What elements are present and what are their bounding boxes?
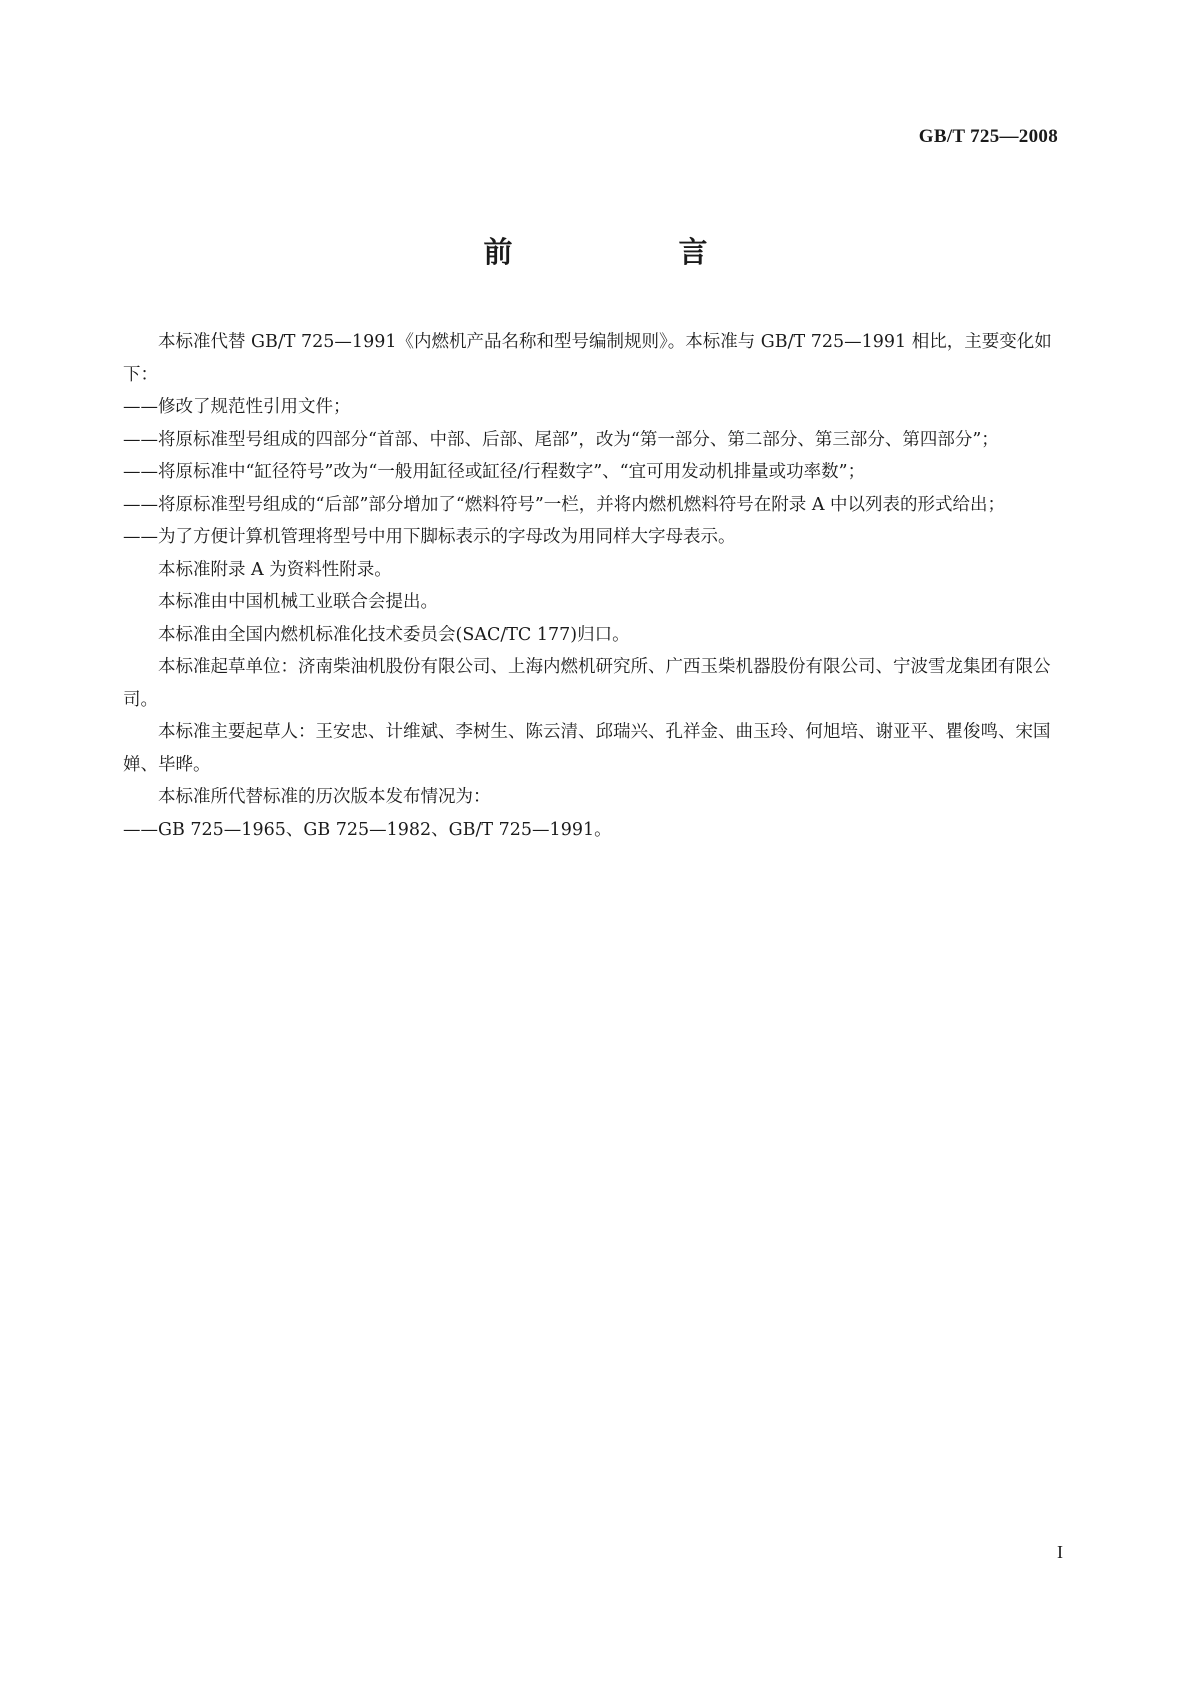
list-item <box>123 521 1063 554</box>
list-item <box>123 424 1063 457</box>
paragraph: 本标准起草单位：济南柴油机股份有限公司、上海内燃机研究所、广西玉柴机器股份有限公司、宁波雪龙集团有限公司。 <box>123 657 1051 710</box>
standard-code: GB/T 725—2008 <box>918 126 1058 147</box>
paragraph: 本标准代替 GB/T 725—1991《内燃机产品名称和型号编制规则》。本标准与 GB/T 725—1991 相比，主要变化如下： <box>123 332 1052 385</box>
list-item <box>123 489 1063 522</box>
paragraph: 本标准附录 A 为资料性附录。 <box>158 559 392 580</box>
list-item-text: ——修改了规范性引用文件； <box>123 397 351 417</box>
foreword-body <box>123 326 1063 846</box>
list-item <box>123 456 1063 489</box>
list-item <box>123 814 1063 847</box>
paragraph: 本标准所代替标准的历次版本发布情况为： <box>158 787 491 807</box>
page-title: 前 言 <box>483 235 744 269</box>
list-item <box>123 391 1063 424</box>
list-item-text: ——为了方便计算机管理将型号中用下脚标表示的字母改为用同样大字母表示。 <box>123 527 736 547</box>
page-number: I <box>1057 1542 1063 1562</box>
list-item-text: ——GB 725—1965、GB 725—1982、GB/T 725—1991。 <box>123 819 612 840</box>
list-item-text: ——将原标准型号组成的四部分“首部、中部、后部、尾部”，改为“第一部分、第二部分、第三部分、第四部分”； <box>123 429 999 450</box>
paragraph: 本标准由中国机械工业联合会提出。 <box>158 592 438 612</box>
paragraph: 本标准主要起草人：王安忠、计维斌、李树生、陈云清、邱瑞兴、孔祥金、曲玉玲、何旭培、谢亚平、瞿俊鸣、宋国婵、毕晔。 <box>123 722 1051 775</box>
paragraph: 本标准由全国内燃机标准化技术委员会(SAC/TC 177)归口。 <box>158 624 630 645</box>
list-item-text: ——将原标准型号组成的“后部”部分增加了“燃料符号”一栏，并将内燃机燃料符号在附录 A 中以列表的形式给出； <box>123 494 1006 515</box>
list-item-text: ——将原标准中“缸径符号”改为“一般用缸径或缸径/行程数字”、“宜可用发动机排量或功率数”； <box>123 462 866 482</box>
